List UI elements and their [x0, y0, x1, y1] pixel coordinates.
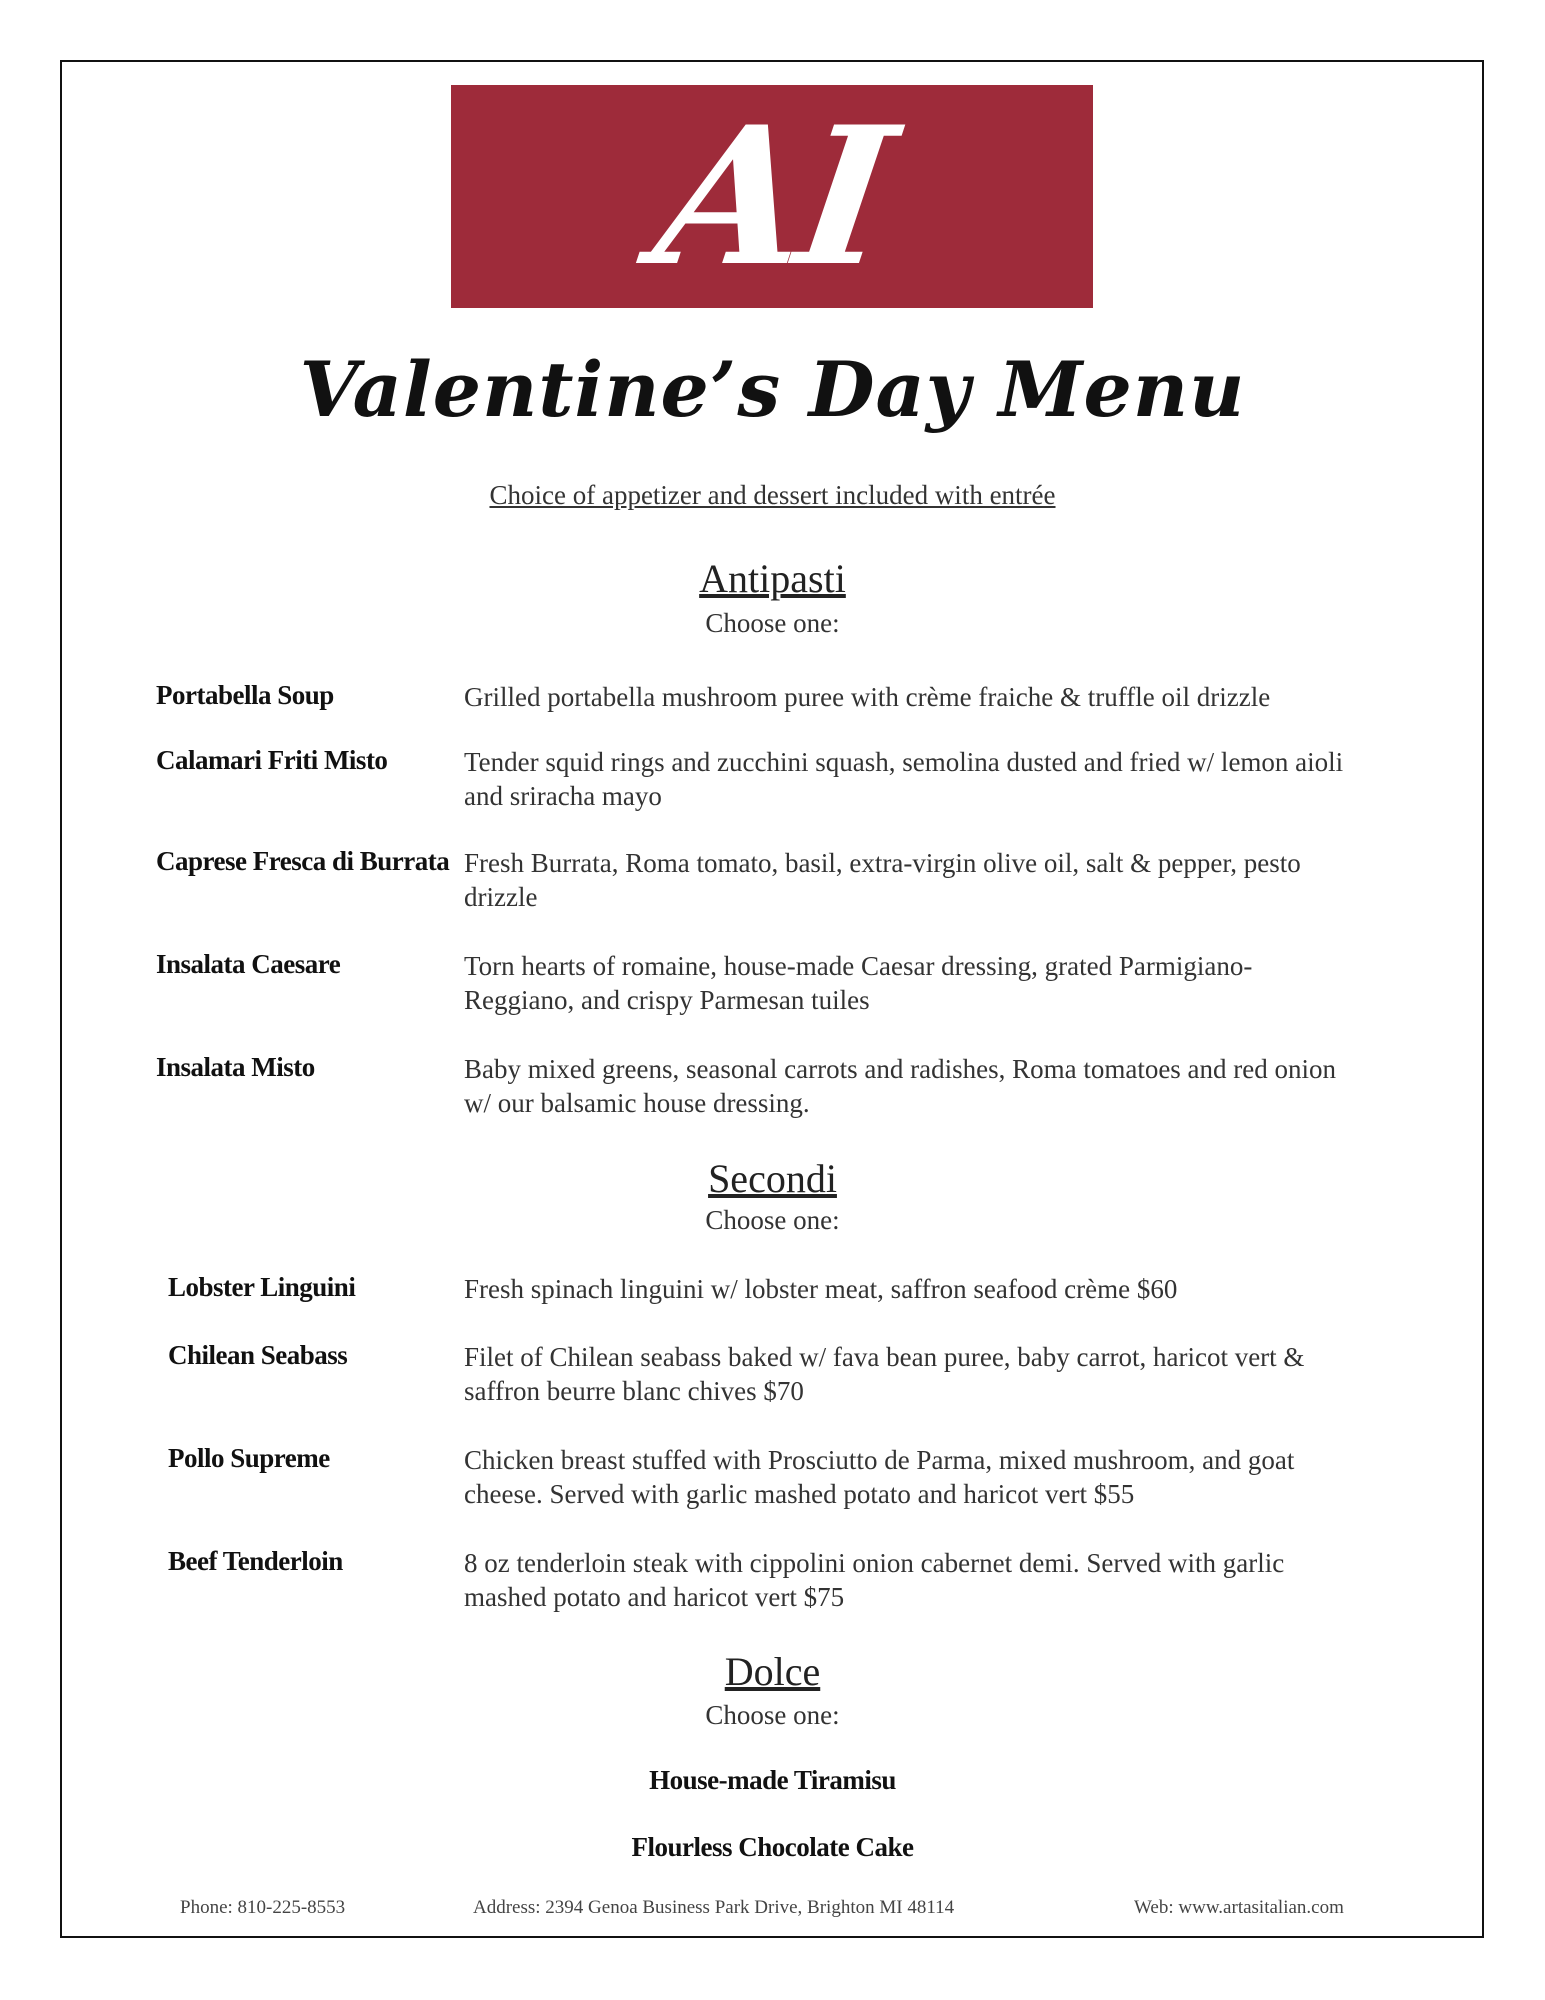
- section-heading-antipasti: Antipasti: [699, 556, 846, 601]
- footer-address: Address: 2394 Genoa Business Park Drive, Brighton MI 48114: [473, 1897, 955, 1918]
- section-heading-secondi: Secondi: [708, 1156, 837, 1201]
- menu-item-description: Torn hearts of romaine, house-made Caesar dressing, grated Parmigiano-Reggiano, and crispy Parmesan tuiles: [464, 951, 1253, 1015]
- menu-item-description: 8 oz tenderloin steak with cippolini onion cabernet demi. Served with garlic mashed potato and haricot vert $75: [464, 1548, 1285, 1612]
- menu-subtitle: Choice of appetizer and dessert included with entrée: [489, 480, 1056, 510]
- menu-item-name: Insalata Misto: [156, 1052, 315, 1082]
- menu-item-description: Chicken breast stuffed with Prosciutto de Parma, mixed mushroom, and goat cheese. Served with garlic mashed potato and haricot vert $55: [464, 1445, 1295, 1509]
- dessert-item: House-made Tiramisu: [649, 1765, 896, 1795]
- menu-title: Valentine’s Day Menu: [299, 345, 1246, 434]
- restaurant-logo: [451, 85, 1093, 308]
- menu-item-description: Fresh Burrata, Roma tomato, basil, extra-virgin olive oil, salt & pepper, pesto drizzle: [464, 848, 1301, 912]
- footer-web: Web: www.artasitalian.com: [1134, 1897, 1344, 1918]
- footer-phone: Phone: 810-225-8553: [180, 1897, 346, 1918]
- menu-item-name: Caprese Fresca di Burrata: [156, 846, 450, 876]
- choose-one-dolce: Choose one:: [705, 1700, 840, 1730]
- choose-one-secondi: Choose one:: [705, 1205, 840, 1235]
- menu-item-description: Baby mixed greens, seasonal carrots and radishes, Roma tomatoes and red onion w/ our balsamic house dressing.: [464, 1054, 1337, 1118]
- menu-item-name: Calamari Friti Misto: [156, 745, 388, 775]
- menu-item-description: Fresh spinach linguini w/ lobster meat, saffron seafood crème $60: [464, 1274, 1178, 1304]
- section-heading-dolce: Dolce: [724, 1649, 821, 1694]
- menu-item-description: Filet of Chilean seabass baked w/ fava bean puree, baby carrot, haricot vert & saffron beurre blanc chives $70: [464, 1342, 1305, 1406]
- menu-item-name: Lobster Linguini: [168, 1272, 356, 1302]
- menu-item-name: Pollo Supreme: [168, 1443, 330, 1473]
- logo-text: AI: [644, 84, 900, 308]
- menu-item-name: Chilean Seabass: [168, 1340, 348, 1370]
- menu-item-description: Grilled portabella mushroom puree with crème fraiche & truffle oil drizzle: [464, 682, 1271, 712]
- menu-item-name: Beef Tenderloin: [168, 1546, 343, 1576]
- choose-one-antipasti: Choose one:: [705, 608, 840, 638]
- menu-item-name: Insalata Caesare: [156, 949, 341, 979]
- menu-item-description: Tender squid rings and zucchini squash, semolina dusted and fried w/ lemon aioli and sriracha mayo: [464, 747, 1344, 811]
- dessert-item: Flourless Chocolate Cake: [631, 1832, 914, 1862]
- menu-item-name: Portabella Soup: [156, 680, 334, 710]
